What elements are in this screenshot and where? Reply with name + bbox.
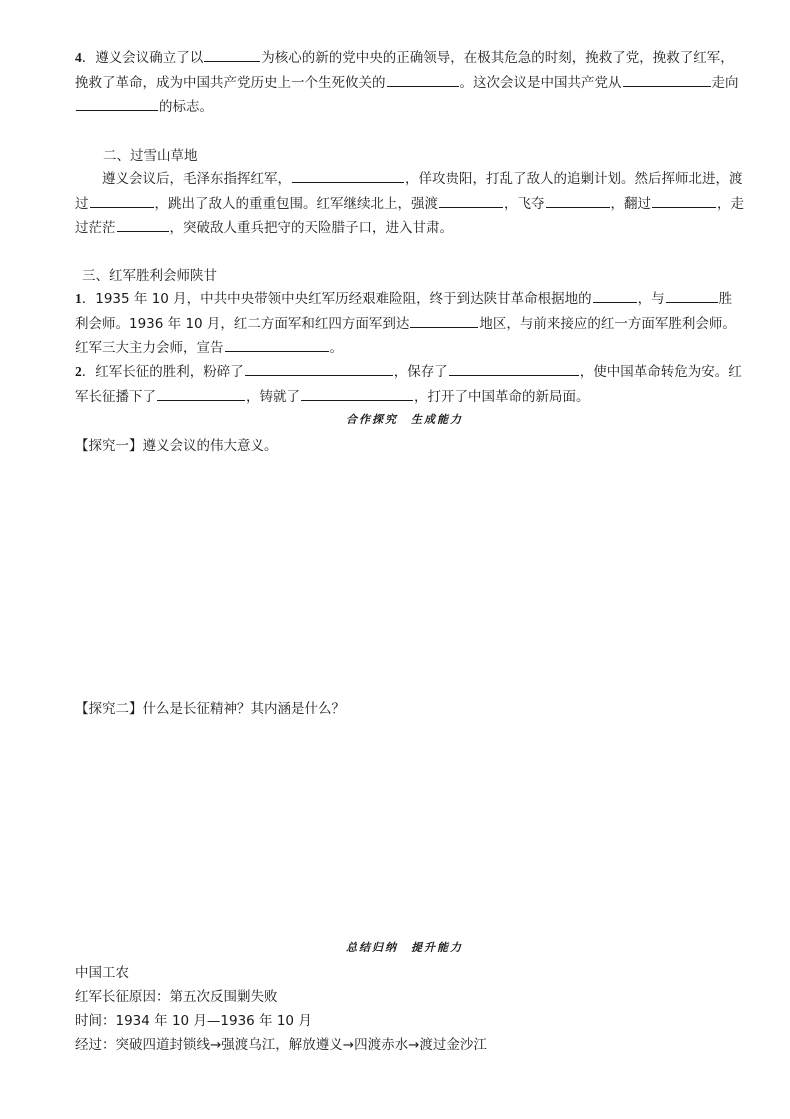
explore-prompt: 【探究一】遵义会议的伟大意义。 [75, 438, 278, 454]
section-text: ，佯攻贵阳，打乱了敌人的追剿计划。然后挥师北进，渡过 [75, 171, 743, 212]
question-text: 为核心的新的党中央的正确领导，在极其危急的时刻，挽救了党，挽救了红军，挽救了革命，成为中国共产党历史上一个生死攸关的 [75, 50, 734, 91]
section-heading: 二、过雪山草地 [103, 148, 198, 164]
answer-blank[interactable] [292, 167, 404, 183]
question-text: 。 [329, 340, 343, 356]
summary-line: 红军长征原因：第五次反围剿失败 [75, 989, 278, 1005]
question-text: 胜利会师。1936 年 10 月，红二方面军和红四方面军到达 [75, 291, 733, 332]
section-text: ，突破敌人重兵把守的天险腊子口，进入甘肃。 [169, 220, 453, 236]
question-4 [75, 46, 745, 120]
answer-blank[interactable] [301, 385, 413, 401]
answer-blank[interactable] [387, 71, 459, 87]
question-number: 2 [75, 364, 82, 379]
question-text: ．遵义会议确立了以 [81, 50, 204, 66]
answer-blank[interactable] [449, 360, 579, 376]
question-text: 的标志。 [159, 99, 213, 115]
question-text: ．1935 年 10 月，中共中央带领中央红军历经艰难险阻，终于到达陕甘革命根据地的 [81, 291, 592, 307]
explore-prompt: 【探究二】什么是长征精神？其内涵是什么？ [75, 701, 345, 717]
summary-line: 时间：1934 年 10 月—1936 年 10 月 [75, 1013, 312, 1029]
question-text: 地区，与前来接应的红一方面军胜利会师。红军三大主力会师，宣告 [75, 315, 736, 356]
question-text: ，铸就了 [246, 388, 300, 405]
section-banner: 合作探究 生成能力 [346, 413, 463, 426]
section-heading: 三、红军胜利会师陕甘 [82, 268, 217, 284]
answer-blank[interactable] [439, 192, 503, 208]
section-text: ，走过茫茫 [75, 195, 744, 236]
question-text: 。这次会议是中国共产党从 [459, 74, 622, 91]
section-3-question-2 [75, 360, 745, 409]
question-number: 4 [75, 50, 82, 65]
answer-blank[interactable] [117, 216, 169, 232]
answer-blank[interactable] [623, 71, 711, 87]
section-text: ，跳出了敌人的重重包围。红军继续北上，强渡 [154, 195, 438, 212]
answer-blank[interactable] [225, 336, 329, 352]
question-text: ，与 [637, 291, 665, 307]
answer-blank[interactable] [652, 192, 716, 208]
question-text: ，使中国革命转危为安。红军长征播下了 [75, 364, 742, 405]
summary-line: 经过：突破四道封锁线→强渡乌江，解放遵义→四渡赤水→渡过金沙江 [75, 1037, 487, 1053]
question-text: ，保存了 [393, 364, 448, 380]
answer-blank[interactable] [76, 95, 158, 111]
answer-blank[interactable] [90, 192, 154, 208]
answer-blank[interactable] [410, 312, 478, 328]
section-text: ，飞夺 [504, 195, 545, 212]
question-text: 走向 [711, 74, 739, 91]
section-text: 遵义会议后，毛泽东指挥红军， [102, 171, 291, 187]
answer-blank[interactable] [157, 385, 245, 401]
section-banner: 总结归纳 提升能力 [346, 941, 463, 954]
section-3-question-1 [75, 287, 745, 361]
answer-blank[interactable] [546, 192, 610, 208]
answer-blank[interactable] [204, 46, 260, 62]
answer-blank[interactable] [666, 287, 718, 303]
question-text: ．红军长征的胜利，粉碎了 [81, 364, 244, 380]
summary-line: 中国工农 [75, 965, 129, 981]
answer-blank[interactable] [593, 287, 637, 303]
section-text: ，翻过 [610, 195, 651, 212]
section-2-paragraph [75, 167, 745, 241]
question-text: ，打开了中国革命的新局面。 [414, 388, 590, 405]
question-number: 1 [75, 291, 82, 306]
answer-blank[interactable] [245, 360, 393, 376]
